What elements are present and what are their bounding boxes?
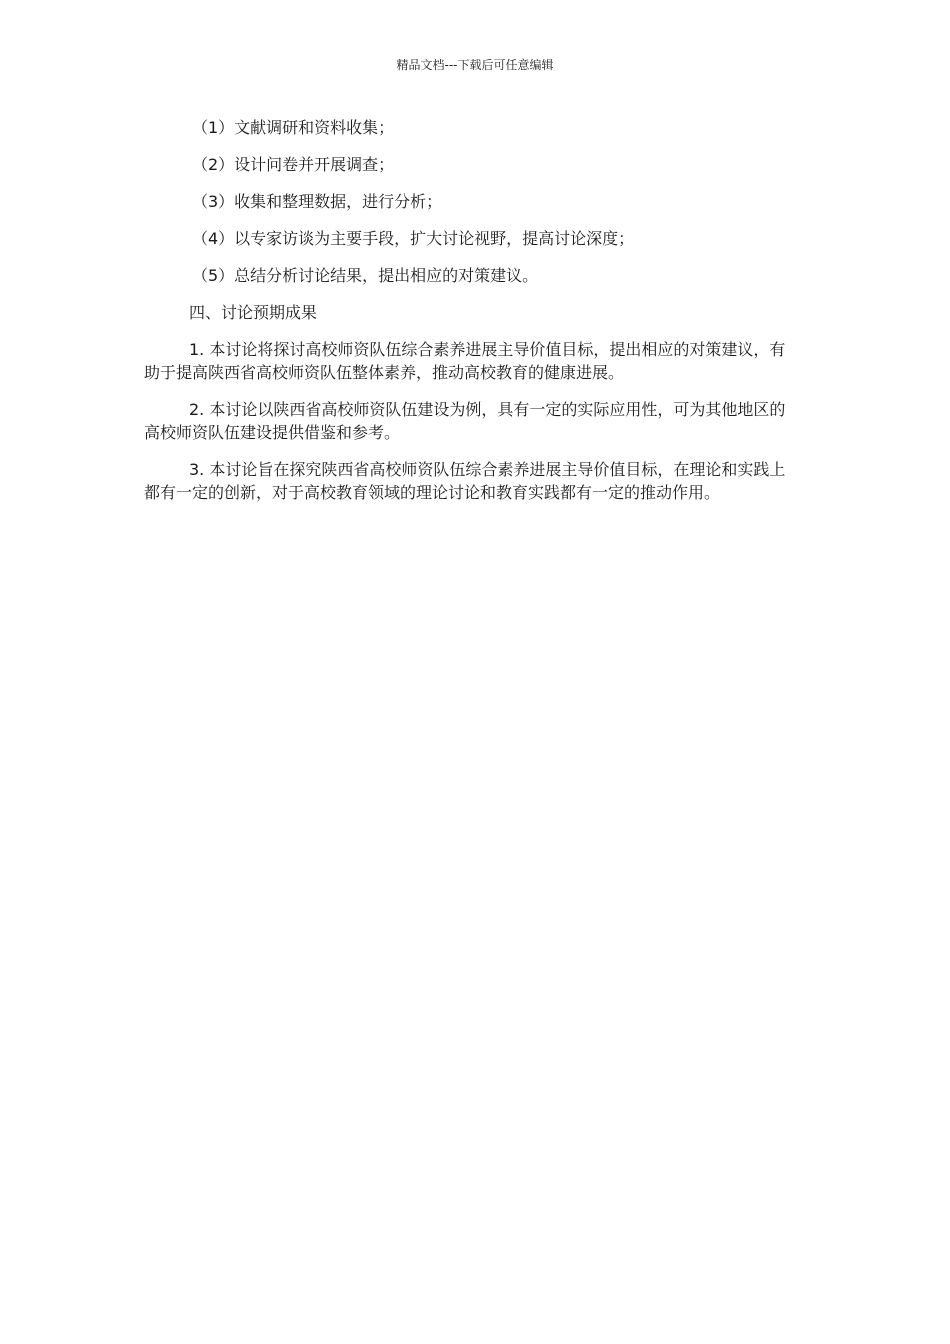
method-step-1: （1）文献调研和资料收集；	[192, 118, 395, 137]
document-body	[144, 116, 794, 518]
method-step-3: （3）收集和整理数据，进行分析；	[192, 192, 443, 211]
method-step-5: （5）总结分析讨论结果，提出相应的对策建议。	[192, 266, 539, 285]
method-step-4: （4）以专家访谈为主要手段，扩大讨论视野，提高讨论深度；	[192, 229, 635, 248]
method-step-2: （2）设计问卷并开展调查；	[192, 155, 395, 174]
outcome-paragraph-2: 2. 本讨论以陕西省高校师资队伍建设为例，具有一定的实际应用性，可为其他地区的高校师资队伍建设提供借鉴和参考。	[144, 400, 786, 442]
outcome-paragraph-3: 3. 本讨论旨在探究陕西省高校师资队伍综合素养进展主导价值目标，在理论和实践上都有一定的创新，对于高校教育领域的理论讨论和教育实践都有一定的推动作用。	[144, 460, 786, 502]
page-header: 精品文档---下载后可任意编辑	[396, 58, 554, 72]
outcome-paragraph-1: 1. 本讨论将探讨高校师资队伍综合素养进展主导价值目标，提出相应的对策建议，有助于提高陕西省高校师资队伍整体素养，推动高校教育的健康进展。	[144, 340, 786, 382]
section-heading: 四、讨论预期成果	[189, 303, 318, 322]
